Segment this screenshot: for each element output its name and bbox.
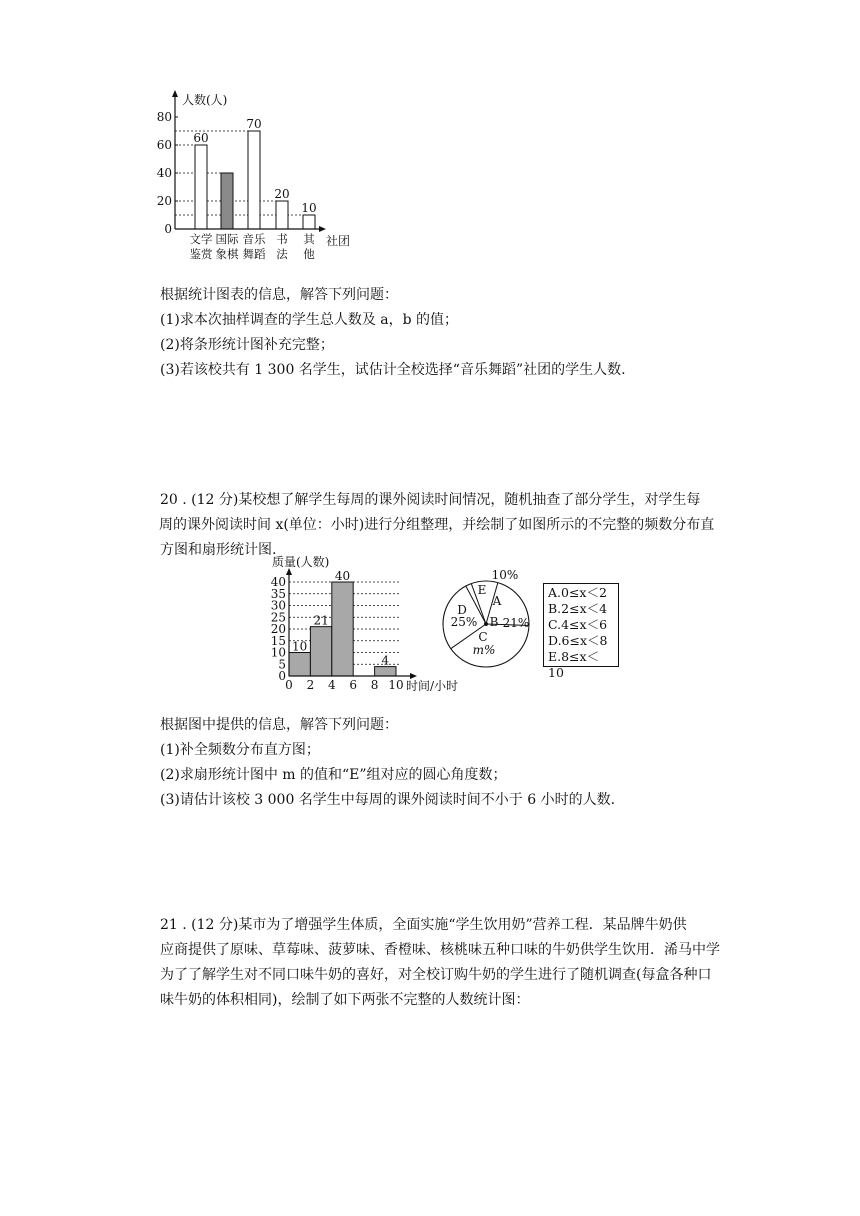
y-axis-arrow bbox=[286, 568, 292, 575]
q19-item-3: (3)若该校共有 1 300 名学生，试估计全校选择“音乐舞蹈”社团的学生人数. bbox=[160, 362, 626, 378]
bar-value-label-0: 60 bbox=[193, 131, 209, 145]
pie-legend bbox=[543, 583, 619, 680]
bar-0 bbox=[195, 145, 207, 229]
q21-line-4: 味牛奶的体积相同)，绘制了如下两张不完整的人数统计图： bbox=[160, 992, 530, 1008]
reading-pie-chart bbox=[438, 562, 538, 672]
q21-line-3: 为了了解学生对不同口味牛奶的喜好，对全校订购牛奶的学生进行了随机调查(每盒各种口 bbox=[160, 967, 712, 983]
bar-1 bbox=[221, 173, 233, 229]
bar-2 bbox=[248, 131, 260, 229]
x-tick-6: 6 bbox=[349, 678, 358, 692]
pie-slice-label-c: C bbox=[478, 630, 488, 644]
y-tick-20: 20 bbox=[156, 194, 172, 208]
x-axis-arrow bbox=[319, 226, 326, 232]
hist-value-label-2: 40 bbox=[334, 569, 351, 583]
q19-item-2: (2)将条形统计图补充完整； bbox=[160, 337, 334, 353]
bar-value-label-3: 20 bbox=[274, 187, 290, 201]
hist-bar-2 bbox=[332, 582, 353, 676]
legend-item-b: B.2≤x＜4 bbox=[548, 601, 608, 616]
y-tick-40: 40 bbox=[270, 575, 286, 589]
pie-slice-label-a: A bbox=[492, 594, 502, 608]
y-tick-80: 80 bbox=[156, 110, 172, 124]
category-label-bottom-4: 他 bbox=[303, 247, 315, 261]
hist-value-label-0: 10 bbox=[292, 639, 308, 654]
category-label-top-4: 其 bbox=[303, 232, 315, 246]
q21-line-2: 应商提供了原味、草莓味、菠萝味、香橙味、核桃味五种口味的牛奶供学生饮用．浠马中学 bbox=[160, 942, 720, 958]
y-axis-title: 质量(人数) bbox=[272, 555, 330, 569]
category-label-bottom-3: 法 bbox=[276, 247, 288, 261]
hist-bar-0 bbox=[289, 653, 310, 677]
y-tick-0: 0 bbox=[164, 222, 172, 236]
category-label-top-0: 文学 bbox=[189, 232, 213, 246]
q21-line-1: 21 . (12 分)某市为了增强学生体质，全面实施“学生饮用奶”营养工程．某品牌牛奶供 bbox=[160, 917, 687, 933]
x-axis-title: 时间/小时 bbox=[406, 679, 459, 693]
hist-bar-3 bbox=[375, 667, 396, 676]
y-tick-15: 15 bbox=[270, 633, 286, 648]
y-tick-20: 20 bbox=[270, 622, 286, 636]
pie-slice-label-b: B bbox=[489, 615, 499, 629]
hist-value-label-3: 4 bbox=[381, 653, 390, 668]
x-tick-10: 10 bbox=[388, 678, 404, 692]
category-label-top-1: 国际 bbox=[215, 232, 239, 246]
legend-item-e: E.8≤x＜10 bbox=[548, 649, 600, 680]
club-bar-chart bbox=[150, 88, 370, 268]
q20-questions bbox=[160, 713, 720, 813]
pie-slice-percent-b: 21% bbox=[502, 616, 530, 630]
bar-3 bbox=[276, 201, 288, 229]
x-tick-2: 2 bbox=[306, 678, 315, 692]
bar-value-label-2: 70 bbox=[246, 117, 262, 131]
q19-item-1: (1)求本次抽样调查的学生总人数及 a，b 的值； bbox=[160, 312, 459, 328]
y-tick-40: 40 bbox=[156, 166, 172, 180]
q20-item-1: (1)补全频数分布直方图； bbox=[160, 742, 320, 758]
q21-block bbox=[160, 913, 740, 1013]
x-axis-title: 社团 bbox=[326, 234, 351, 248]
category-label-bottom-2: 舞蹈 bbox=[242, 247, 266, 261]
bar-4 bbox=[303, 215, 315, 229]
x-tick-4: 4 bbox=[327, 678, 336, 692]
hist-bar-1 bbox=[310, 627, 331, 676]
legend-item-c: C.4≤x＜6 bbox=[548, 617, 608, 632]
q19-block bbox=[160, 283, 720, 383]
y-tick-30: 30 bbox=[270, 598, 286, 613]
q20-line-1: 20 . (12 分)某校想了解学生每周的课外阅读时间情况，随机抽查了部分学生，对学生每 bbox=[160, 492, 701, 508]
category-label-bottom-0: 鉴赏 bbox=[189, 247, 213, 261]
category-label-top-3: 书 bbox=[276, 232, 288, 246]
legend-item-d: D.6≤x＜8 bbox=[548, 633, 608, 648]
y-tick-0: 0 bbox=[278, 669, 286, 683]
pie-center-dot bbox=[484, 622, 488, 626]
y-axis-arrow bbox=[172, 90, 178, 97]
q20-item-2: (2)求扇形统计图中 m 的值和“E”组对应的圆心角度数； bbox=[160, 767, 507, 783]
q19-intro: 根据统计图表的信息，解答下列问题： bbox=[160, 287, 398, 303]
q20-item-3: (3)请估计该校 3 000 名学生中每周的课外阅读时间不小于 6 小时的人数. bbox=[160, 792, 616, 808]
x-tick-0: 0 bbox=[285, 678, 293, 692]
y-tick-5: 5 bbox=[278, 657, 286, 672]
category-label-bottom-1: 象棋 bbox=[215, 247, 239, 261]
y-tick-25: 25 bbox=[270, 610, 286, 625]
bar-value-label-4: 10 bbox=[301, 201, 317, 215]
pie-slice-percent-a: 10% bbox=[491, 568, 519, 582]
x-tick-8: 8 bbox=[370, 678, 379, 692]
legend-item-a: A.0≤x＜2 bbox=[548, 585, 607, 600]
y-tick-10: 10 bbox=[270, 645, 286, 660]
y-axis-title: 人数(人) bbox=[182, 93, 228, 107]
q20-intro: 根据图中提供的信息，解答下列问题： bbox=[160, 717, 398, 733]
category-label-top-2: 音乐 bbox=[242, 232, 266, 246]
pie-slice-label-d: D bbox=[457, 603, 467, 617]
hist-value-label-1: 21 bbox=[313, 613, 329, 628]
pie-slice-label-e: E bbox=[477, 583, 487, 597]
q20-line-2: 周的课外阅读时间 x(单位：小时)进行分组整理，并绘制了如图所示的不完整的频数分布直 bbox=[159, 517, 715, 533]
y-tick-60: 60 bbox=[156, 138, 172, 152]
y-tick-35: 35 bbox=[270, 586, 286, 601]
q20-line-3: 方图和扇形统计图. bbox=[160, 542, 277, 558]
pie-slice-percent-d: 25% bbox=[450, 615, 478, 629]
pie-slice-percent-c: m% bbox=[472, 643, 496, 657]
